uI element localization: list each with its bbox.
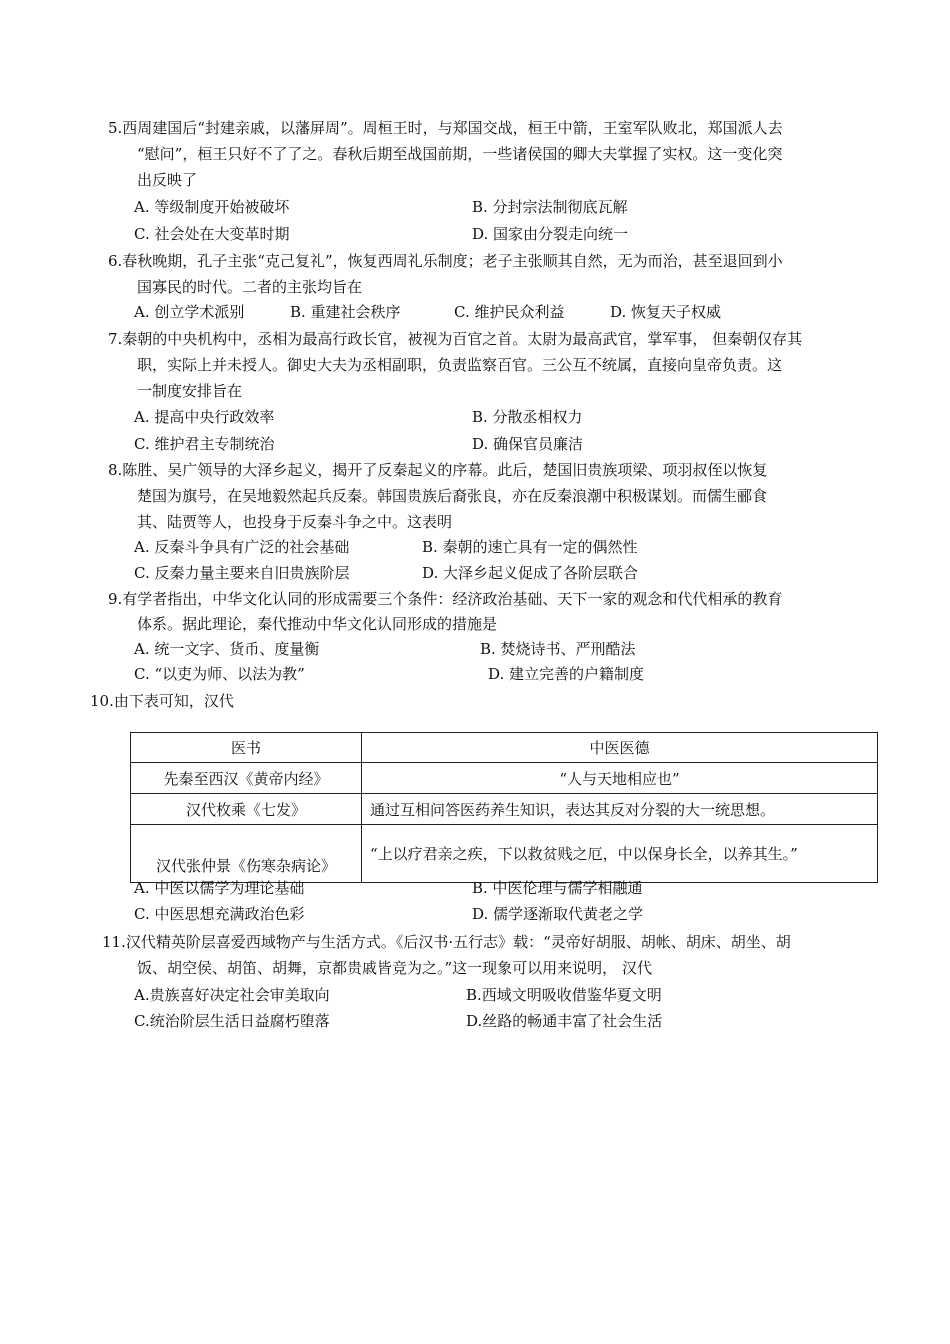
question-7-option-c[interactable]: C. 维护君主专制统治 <box>134 435 275 453</box>
question-5-line-1: 5.西周建国后“封建亲戚，以藩屏周”。周桓王时，与郑国交战，桓王中箭，王室军队败北，郑国派人去 <box>108 119 783 137</box>
table-cell-ethics: 通过互相问答医药养生知识，表达其反对分裂的大一统思想。 <box>362 794 878 825</box>
question-6-option-c[interactable]: C. 维护民众利益 <box>454 303 565 321</box>
question-9-option-d[interactable]: D. 建立完善的户籍制度 <box>488 665 645 683</box>
table-header-book: 医书 <box>131 733 362 763</box>
table-cell-ethics: “上以疗君亲之疾，下以救贫贱之厄，中以保身长全，以养其生。” <box>362 825 878 883</box>
question-5-option-c[interactable]: C. 社会处在大变革时期 <box>134 225 290 243</box>
question-5-option-d[interactable]: D. 国家由分裂走向统一 <box>472 225 629 243</box>
question-5-option-a[interactable]: A. 等级制度开始被破坏 <box>134 198 290 216</box>
question-11-option-b[interactable]: B.西域文明吸收借鉴华夏文明 <box>466 986 662 1004</box>
question-5-line-2: “慰问”，桓王只好不了了之。春秋后期至战国前期，一些诸侯国的卿大夫掌握了实权。这一变化突 <box>137 145 783 163</box>
question-8-line-1: 8.陈胜、吴广领导的大泽乡起义，揭开了反秦起义的序幕。此后，楚国旧贵族项梁、项羽叔侄以恢复 <box>108 461 768 479</box>
question-9-option-c[interactable]: C. “以吏为师、以法为教” <box>134 665 305 683</box>
question-6-option-b[interactable]: B. 重建社会秩序 <box>290 303 401 321</box>
question-9-option-b[interactable]: B. 焚烧诗书、严刑酷法 <box>480 640 636 658</box>
table-row <box>131 794 878 825</box>
table-row <box>131 763 878 794</box>
table-cell-book: 汉代张仲景《伤寒杂病论》 <box>131 825 362 883</box>
question-11-option-a[interactable]: A.贵族喜好决定社会审美取向 <box>134 986 330 1004</box>
question-11-line-2: 饭、胡空侯、胡笛、胡舞，京都贵戚皆竞为之。”这一现象可以用来说明， 汉代 <box>137 959 652 977</box>
question-7-option-a[interactable]: A. 提高中央行政效率 <box>134 408 275 426</box>
question-5-line-3: 出反映了 <box>137 171 198 189</box>
question-10-option-c[interactable]: C. 中医思想充满政治色彩 <box>134 905 305 923</box>
question-10-option-d[interactable]: D. 儒学逐渐取代黄老之学 <box>472 905 644 923</box>
question-8-line-3: 其、陆贾等人，也投身于反秦斗争之中。这表明 <box>137 513 453 531</box>
table-cell-book: 汉代枚乘《七发》 <box>131 794 362 825</box>
question-6-line-2: 国寡民的时代。二者的主张均旨在 <box>137 278 363 296</box>
question-6-line-1: 6.春秋晚期，孔子主张“克己复礼”，恢复西周礼乐制度；老子主张顺其自然，无为而治，甚至退回到小 <box>108 252 783 270</box>
question-10-stem: 10.由下表可知，汉代 <box>90 692 234 710</box>
question-7-line-3: 一制度安排旨在 <box>137 382 243 400</box>
table-cell-ethics: “人与天地相应也” <box>362 763 878 794</box>
question-6-option-d[interactable]: D. 恢复天子权威 <box>610 303 722 321</box>
question-7-option-b[interactable]: B. 分散丞相权力 <box>472 408 583 426</box>
question-7-line-1: 7.秦朝的中央机构中，丞相为最高行政长官，被视为百官之首。太尉为最高武官，掌军事， 但秦朝仅存其 <box>108 330 803 348</box>
question-7-option-d[interactable]: D. 确保官员廉洁 <box>472 435 584 453</box>
medicine-table <box>130 732 878 883</box>
question-9-option-a[interactable]: A. 统一文字、货币、度量衡 <box>134 640 320 658</box>
question-9-line-2: 体系。据此理论，秦代推动中华文化认同形成的措施是 <box>137 615 498 633</box>
question-11-option-d[interactable]: D.丝路的畅通丰富了社会生活 <box>466 1012 663 1030</box>
question-8-option-a[interactable]: A. 反秦斗争具有广泛的社会基础 <box>134 538 350 556</box>
table-cell-book: 先秦至西汉《黄帝内经》 <box>131 763 362 794</box>
question-8-option-c[interactable]: C. 反秦力量主要来自旧贵族阶层 <box>134 564 350 582</box>
question-8-line-2: 楚国为旗号，在吴地毅然起兵反秦。韩国贵族后裔张良，亦在反秦浪潮中积极谋划。而儒生郦食 <box>137 487 768 505</box>
question-7-line-2: 职，实际上并未授人。御史大夫为丞相副职，负责监察百官。三公互不统属，直接向皇帝负责。这 <box>137 356 783 374</box>
question-11-line-1: 11.汉代精英阶层喜爱西域物产与生活方式。《后汉书·五行志》载：“灵帝好胡服、胡帐、胡床、胡坐、胡 <box>102 933 791 951</box>
table-header-row <box>131 733 878 763</box>
question-10-option-b[interactable]: B. 中医伦理与儒学相融通 <box>472 879 643 897</box>
question-11-option-c[interactable]: C.统治阶层生活日益腐朽堕落 <box>134 1012 330 1030</box>
question-10-option-a[interactable]: A. 中医以儒学为理论基础 <box>134 879 305 897</box>
table-header-ethics: 中医医德 <box>362 733 878 763</box>
question-6-option-a[interactable]: A. 创立学术派别 <box>134 303 245 321</box>
question-9-line-1: 9.有学者指出，中华文化认同的形成需要三个条件：经济政治基础、天下一家的观念和代代相承的教育 <box>108 590 783 608</box>
question-5-option-b[interactable]: B. 分封宗法制彻底瓦解 <box>472 198 628 216</box>
question-8-option-d[interactable]: D. 大泽乡起义促成了各阶层联合 <box>422 564 639 582</box>
question-8-option-b[interactable]: B. 秦朝的速亡具有一定的偶然性 <box>422 538 638 556</box>
table-row <box>131 825 878 883</box>
